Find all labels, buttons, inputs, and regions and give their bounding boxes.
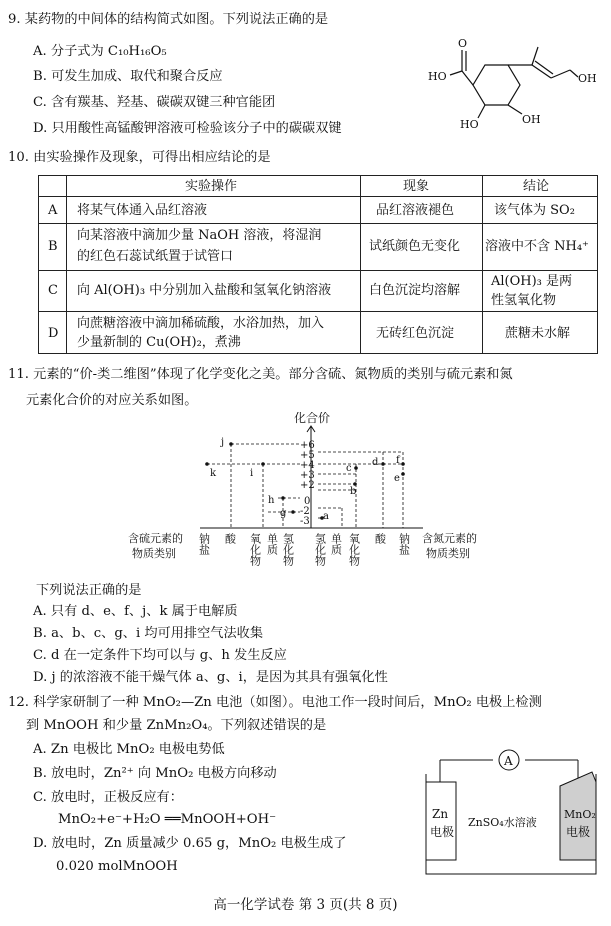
q12-stem-line1: 12. 科学家研制了一种 MnO₂—Zn 电池（如图）。电池工作一段时间后，MnO₂ 电极上检测	[8, 695, 542, 710]
page-footer: 高一化学试卷 第 3 页(共 8 页)	[213, 897, 398, 913]
row-b-id: B	[48, 239, 58, 254]
q9-option-b: B. 可发生加成、取代和聚合反应	[33, 69, 223, 84]
q12-option-b: B. 放电时，Zn²⁺ 向 MnO₂ 电极方向移动	[33, 766, 277, 781]
q9-structure-diagram	[420, 30, 605, 142]
row-d-id: D	[48, 326, 59, 341]
row-c-id: C	[48, 283, 58, 298]
q12-stem-line2: 到 MnOOH 和少量 ZnMn₂O₄。下列叙述错误的是	[26, 718, 327, 733]
q11-stem-line1: 11. 元素的“价-类二维图”体现了化学变化之美。部分含硫、氮物质的类别与硫元素和氮	[8, 367, 513, 382]
category-label: 氢化物	[313, 533, 327, 566]
point-label: f	[396, 455, 400, 466]
point-label: g	[280, 508, 287, 519]
ammeter-label: A	[504, 754, 513, 768]
q12-option-c: C. 放电时，正极反应有：	[33, 790, 183, 805]
category-label: 氢化物	[281, 533, 295, 566]
row-c-phenomenon: 白色沉淀均溶解	[369, 283, 461, 298]
valence-label: +2	[300, 480, 315, 491]
structure-oh-label: OH	[522, 113, 541, 126]
q12-equation: MnO₂+e⁻+H₂O ══MnOOH+OH⁻	[58, 812, 277, 827]
category-label: 钠盐	[197, 533, 211, 555]
solution-label: ZnSO₄水溶液	[468, 816, 537, 829]
q9-option-d: D. 只用酸性高锰酸钾溶液可检验该分子中的碳碳双键	[33, 121, 342, 136]
point-label: h	[268, 495, 275, 506]
axis-title: 化合价	[294, 412, 331, 425]
zn-label: Zn	[432, 807, 449, 821]
q11-option-a: A. 只有 d、e、f、j、k 属于电解质	[33, 604, 238, 619]
row-a-id: A	[48, 203, 58, 218]
q9-stem: 9. 某药物的中间体的结构简式如图。下列说法正确的是	[8, 12, 329, 27]
point-label: a	[323, 511, 329, 522]
row-b-phenomenon: 试纸颜色无变化	[369, 239, 461, 254]
valence-label: -2	[300, 506, 310, 517]
q9-option-c: C. 含有羰基、羟基、碳碳双键三种官能团	[33, 95, 276, 110]
category-label: 氧化物	[347, 533, 361, 566]
left-axis-label: 含硫元素的	[128, 532, 183, 545]
row-b-operation-line1: 向某溶液中滴加少量 NaOH 溶液，将湿润	[77, 228, 322, 243]
valence-class-diagram	[118, 412, 518, 580]
valence-label: +6	[300, 440, 315, 451]
mno2-label: MnO₂	[564, 808, 596, 821]
zn-label: 电极	[430, 825, 455, 839]
q11-option-d: D. j 的浓溶液不能干燥气体 a、g、i，是因为其具有强氧化性	[33, 670, 388, 685]
valence-label: 0	[304, 496, 311, 507]
row-d-phenomenon: 无砖红色沉淀	[376, 326, 455, 341]
q11-option-c: C. d 在一定条件下均可以与 g、h 发生反应	[33, 648, 287, 663]
category-label: 单质	[329, 533, 343, 555]
q12-option-d: D. 放电时，Zn 质量减少 0.65 g，MnO₂ 电极生成了	[33, 836, 347, 851]
point-label: j	[221, 437, 225, 448]
q11-question: 下列说法正确的是	[36, 583, 142, 598]
category-label: 单质	[265, 533, 279, 555]
row-d-operation-line2: 少量新制的 Cu(OH)₂，煮沸	[77, 335, 241, 350]
table-header-operation: 实验操作	[185, 179, 238, 194]
row-b-conclusion: 溶液中不含 NH₄⁺	[485, 239, 589, 254]
category-label: 钠盐	[397, 533, 411, 555]
point-label: c	[346, 463, 352, 474]
structure-ho-label: HO	[460, 118, 479, 131]
row-a-conclusion: 该气体为 SO₂	[494, 203, 575, 218]
right-axis-label: 物质类别	[426, 547, 470, 560]
structure-oh-label: OH	[578, 72, 597, 85]
row-c-conclusion-line2: 性氢氧化物	[491, 293, 557, 308]
zn-electrode	[426, 782, 456, 860]
point-label: k	[210, 468, 217, 479]
q11-option-b: B. a、b、c、g、i 均可用排空气法收集	[33, 626, 264, 641]
row-d-operation-line1: 向蔗糖溶液中滴加稀硫酸，水浴加热，加入	[77, 316, 325, 331]
mno2-label: 电极	[566, 825, 591, 839]
row-c-conclusion-line1: Al(OH)₃ 是两	[491, 274, 573, 289]
row-a-phenomenon: 品红溶液褪色	[376, 203, 455, 218]
valence-label: -3	[300, 516, 310, 527]
category-label: 酸	[373, 533, 387, 544]
table-header-conclusion: 结论	[523, 179, 550, 194]
q12-option-d-cont: 0.020 molMnOOH	[56, 859, 178, 874]
point-label: i	[250, 468, 254, 479]
row-a-operation: 将某气体通入品红溶液	[77, 203, 208, 218]
q9-option-a: A. 分子式为 C₁₀H₁₆O₅	[33, 44, 167, 59]
valence-label: +4	[300, 460, 315, 471]
valence-label: +5	[300, 450, 315, 461]
q12-option-a: A. Zn 电极比 MnO₂ 电极电势低	[33, 742, 225, 757]
point-label: e	[394, 473, 400, 484]
table-header-phenomenon: 现象	[403, 179, 430, 194]
q10-table	[38, 175, 598, 354]
structure-o-label: O	[458, 37, 468, 50]
valence-label: +3	[300, 470, 315, 481]
point-label: d	[372, 457, 379, 468]
category-label: 酸	[223, 533, 237, 544]
row-d-conclusion: 蔗糖未水解	[505, 326, 571, 341]
right-axis-label: 含氮元素的	[422, 532, 477, 545]
q11-stem-line2: 元素化合价的对应关系如图。	[26, 393, 198, 408]
row-c-operation: 向 Al(OH)₃ 中分别加入盐酸和氢氧化钠溶液	[77, 283, 332, 298]
q10-stem: 10. 由实验操作及现象，可得出相应结论的是	[8, 150, 271, 165]
battery-diagram	[418, 742, 606, 887]
row-b-operation-line2: 的红色石蕊试纸置于试管口	[77, 249, 234, 264]
category-label: 氧化物	[248, 533, 262, 566]
left-axis-label: 物质类别	[132, 547, 176, 560]
point-label: b	[350, 486, 357, 497]
structure-ho-label: HO	[428, 70, 447, 83]
